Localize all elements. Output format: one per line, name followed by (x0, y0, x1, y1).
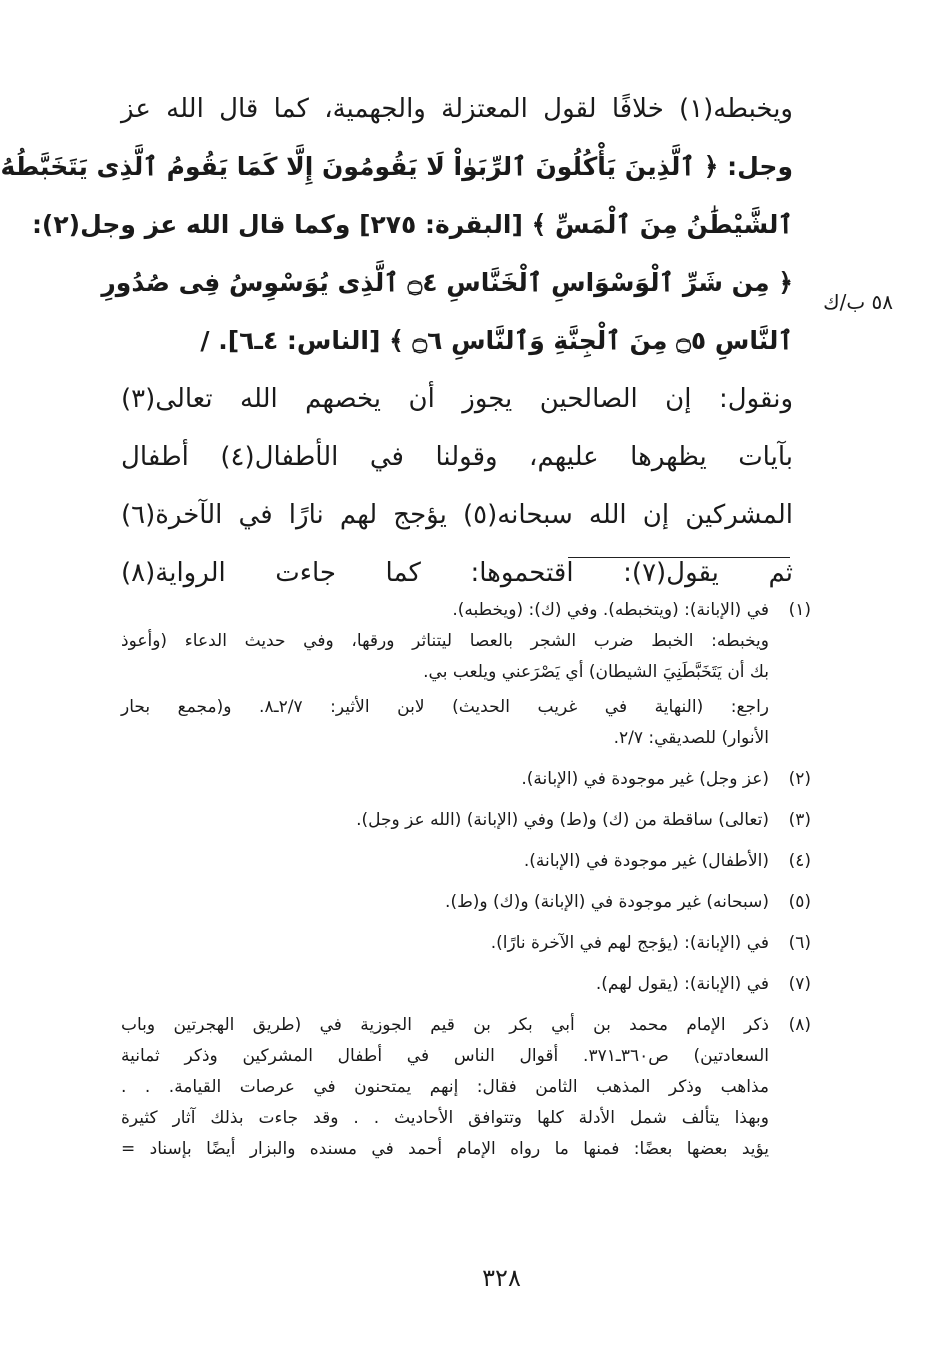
footnote-6 (121, 928, 811, 959)
footnote-line: في (الإبانة): (ويتخبطه). وفي (ك): (ويخطبه). (452, 600, 769, 620)
footnote-body (121, 887, 769, 918)
main-line-quran: ٱلشَّيْطَٰنُ مِنَ ٱلْمَسِّ ﴾ [البقرة: ٢٧٥] وكما قال الله عز وجل(٢): (31, 210, 793, 239)
footnote-2 (121, 764, 811, 795)
footnote-7 (121, 969, 811, 1000)
main-line: بآيات يظهرها عليهم، وقولنا في الأطفال(٤) أطفال (121, 442, 793, 472)
footnote-body (121, 1010, 769, 1165)
footnote-4 (121, 846, 811, 877)
footnote-line: يؤيد بعضها بعضًا: فمنها ما رواه الإمام أحمد في مسنده والبزار أيضًا بإسناد = (121, 1139, 769, 1159)
footnote-line: في (الإبانة): (يقول لهم). (595, 974, 769, 994)
footnote-number: (٤) (788, 851, 811, 871)
footnote-line: ذكر الإمام محمد بن أبي بكر بن قيم الجوزية في (طريق الهجرتين وباب (121, 1015, 769, 1035)
footnote-number: (١) (788, 600, 811, 620)
main-line: ثم يقول(٧): اقتحموها: كما جاءت الرواية(٨) (121, 558, 793, 588)
footnote-number: (٦) (788, 933, 811, 953)
page-number: ٣٢٨ (482, 1264, 521, 1292)
footnote-line: في (الإبانة): (يؤجج لهم في الآخرة نارًا). (490, 933, 769, 953)
footnotes (121, 595, 811, 1175)
footnote-number: (٥) (788, 892, 811, 912)
footnote-line: (عز وجل) غير موجودة في (الإبانة). (521, 769, 769, 789)
main-line-quran: ﴿ مِن شَرِّ ٱلْوَسْوَاسِ ٱلْخَنَّاسِ ۝٤ ٱلَّذِى يُوَسْوِسُ فِى صُدُورِ (101, 268, 793, 297)
footnote-line: السعادتين) ص٣٦٠ـ٣٧١. أقوال الناس في أطفال المشركين وذكر ثمانية (121, 1046, 769, 1066)
main-line: ونقول: إن الصالحين يجوز أن يخصهم الله تعالى(٣) (121, 384, 793, 414)
footnote-number: (٣) (788, 810, 811, 830)
footnote-body (121, 846, 769, 877)
footnote-line: بك أن يَتَخَبَّطَنِيَ الشيطان) أي يَصْرَعني ويلعب بي. (423, 662, 769, 682)
footnote-number: (٢) (788, 769, 811, 789)
footnote-body (121, 969, 769, 1000)
footnote-body (121, 764, 769, 795)
margin-manuscript-note: ٥٨ ب/ك (823, 290, 893, 314)
main-line-quran: وجل: ﴿ ٱلَّذِينَ يَأْكُلُونَ ٱلرِّبَوٰاْ لَا يَقُومُونَ إِلَّا كَمَا يَقُومُ ٱلَّذِى يَتَخَبَّطُهُ (0, 152, 793, 181)
footnote-line: (الأطفال) غير موجودة في (الإبانة). (523, 851, 769, 871)
footnote-number: (٧) (788, 974, 811, 994)
footnote-number: (٨) (788, 1015, 811, 1035)
main-line: ويخبطه(١) خلافًا لقول المعتزلة والجهمية، كما قال الله عز (121, 94, 793, 124)
footnote-1 (121, 595, 811, 754)
footnote-3 (121, 805, 811, 836)
footnote-line: مذاهب وذكر المذهب الثامن فقال: إنهم يمتحنون في عرصات القيامة. . . (121, 1077, 769, 1097)
footnote-separator (568, 557, 790, 558)
main-line: المشركين إن الله سبحانه(٥) يؤجج لهم نارًا في الآخرة(٦) (121, 500, 793, 530)
footnote-5 (121, 887, 811, 918)
footnote-body (121, 595, 769, 754)
footnote-line: ويخبطه: الخبط ضرب الشجر بالعصا ليتناثر ورقها، وفي حديث الدعاء (وأعوذ (121, 631, 769, 651)
footnote-body (121, 928, 769, 959)
footnote-line: (سبحانه) غير موجودة في (الإبانة) و(ك) و(ط). (445, 892, 769, 912)
footnote-body (121, 805, 769, 836)
footnote-line: وبهذا يتألف شمل الأدلة كلها وتتوافق الأحاديث . . وقد جاءت بذلك آثار كثيرة (121, 1108, 769, 1128)
footnote-line: الأنوار) للصديقي: ٢/٧. (613, 728, 769, 748)
main-line-quran: ٱلنَّاسِ ۝٥ مِنَ ٱلْجِنَّةِ وَٱلنَّاسِ ۝٦ ﴾ [الناس: ٤ـ٦]. / (200, 326, 793, 355)
footnote-line: راجع: (النهاية في غريب الحديث) لابن الأثير: ٢/٧ـ٨. و(مجمع بحار (121, 697, 770, 717)
footnote-line: (تعالى) ساقطة من (ك) و(ط) وفي (الإبانة) (الله عز وجل). (356, 810, 769, 830)
footnote-8 (121, 1010, 811, 1165)
main-text (0, 80, 793, 602)
